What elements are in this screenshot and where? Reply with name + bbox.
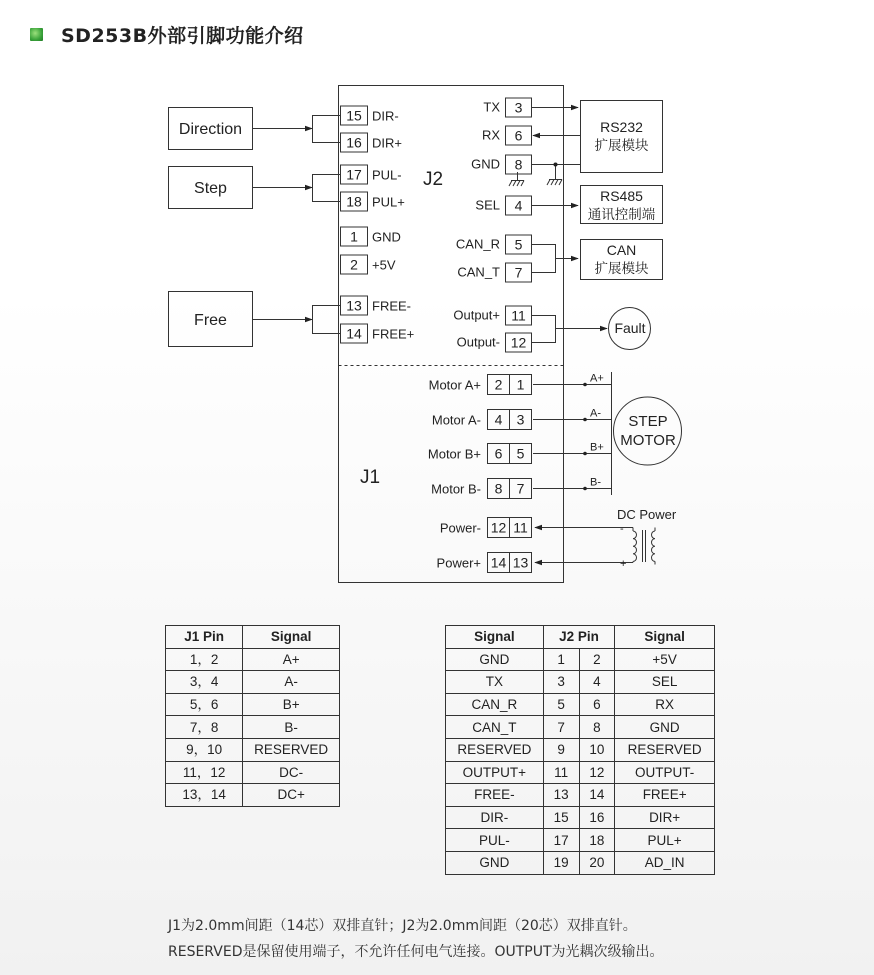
table-cell: DIR+ <box>615 806 715 829</box>
table-cell: 13 <box>543 784 579 807</box>
pin-label: Motor A- <box>431 412 481 428</box>
pin-label: FREE- <box>372 298 411 314</box>
dir-bracket <box>313 116 341 143</box>
table-header: J1 Pin <box>166 626 243 649</box>
table-row <box>446 806 715 829</box>
table-header: Signal <box>615 626 715 649</box>
table-cell: A- <box>243 671 340 694</box>
table-cell: CAN_T <box>446 716 544 739</box>
dc-plus-label: + <box>620 558 627 570</box>
table-cell: B+ <box>243 693 340 716</box>
table-cell: 15 <box>543 806 579 829</box>
pin-number: 3 <box>514 99 523 116</box>
pin-number: 3 <box>516 411 525 428</box>
output-bracket <box>531 316 556 343</box>
table-cell: RESERVED <box>615 738 715 761</box>
pin-label: Motor A+ <box>428 377 481 393</box>
motor-circle <box>614 397 682 465</box>
table-row <box>166 761 340 784</box>
table-cell: 20 <box>579 851 615 874</box>
pin-label: GND <box>471 156 500 172</box>
junction-dot <box>583 418 587 422</box>
pin-number: 7 <box>516 480 525 497</box>
fault-label: Fault <box>614 320 646 336</box>
pin-label: DIR- <box>372 108 399 124</box>
table-cell: SEL <box>615 671 715 694</box>
table-cell: 16 <box>579 806 615 829</box>
table-cell: 13，14 <box>166 784 243 807</box>
table-row <box>446 671 715 694</box>
table-cell: 7，8 <box>166 716 243 739</box>
motor-wire-label: B+ <box>590 441 604 454</box>
j2-connector-label: J2 <box>423 169 444 190</box>
pin-number: 1 <box>516 376 525 393</box>
pin-number: 5 <box>514 236 523 253</box>
table-cell: 9，10 <box>166 738 243 761</box>
table-cell: 2 <box>579 648 615 671</box>
pin-number: 8 <box>494 480 503 497</box>
pin-label: TX <box>483 99 500 115</box>
table-row <box>446 716 715 739</box>
table-cell: 5 <box>543 693 579 716</box>
pin-number: 12 <box>510 334 527 351</box>
table-row <box>446 648 715 671</box>
motor-wire-label: A+ <box>590 372 604 385</box>
table-cell: 11 <box>543 761 579 784</box>
table-row <box>446 784 715 807</box>
junction-dot <box>583 383 587 387</box>
rs485-subtitle: 通讯控制端 <box>587 207 656 222</box>
junction-dot <box>583 487 587 491</box>
junction-dot <box>583 452 587 456</box>
table-cell: 11，12 <box>166 761 243 784</box>
motor-subtitle: MOTOR <box>620 432 676 449</box>
pin-number: 4 <box>494 411 503 428</box>
pin-label: DIR+ <box>372 135 402 151</box>
table-cell: 6 <box>579 693 615 716</box>
table-cell: OUTPUT- <box>615 761 715 784</box>
pin-number: 7 <box>514 264 523 281</box>
pin-number: 13 <box>346 297 362 314</box>
pin-label: Power+ <box>436 555 481 571</box>
pul-bracket <box>313 175 341 202</box>
pin-number: 5 <box>516 445 525 462</box>
table-cell: DIR- <box>446 806 544 829</box>
pin-number: 17 <box>346 166 362 183</box>
table-row <box>166 716 340 739</box>
table-cell: 1 <box>543 648 579 671</box>
rs485-title: RS485 <box>600 188 643 204</box>
table-row <box>166 671 340 694</box>
ground-symbol-icon <box>547 165 562 186</box>
table-cell: CAN_R <box>446 693 544 716</box>
table-cell: RESERVED <box>243 738 340 761</box>
table-header: Signal <box>243 626 340 649</box>
table-cell: AD_IN <box>615 851 715 874</box>
pin-label: GND <box>372 229 401 245</box>
table-cell: DC- <box>243 761 340 784</box>
pin-number: 16 <box>346 134 362 151</box>
table-cell: TX <box>446 671 544 694</box>
table-cell: GND <box>446 851 544 874</box>
page-title: SD253B外部引脚功能介绍 <box>61 24 304 47</box>
motor-title: STEP <box>628 413 668 430</box>
table-cell: GND <box>615 716 715 739</box>
j2-pin-table <box>445 625 715 875</box>
step-label: Step <box>194 180 227 197</box>
motor-wire-label: A- <box>590 407 601 420</box>
table-cell: 7 <box>543 716 579 739</box>
dc-power-label: DC Power <box>617 507 677 522</box>
table-header: J2 Pin <box>543 626 615 649</box>
pin-label: CAN_R <box>455 236 500 252</box>
table-cell: +5V <box>615 648 715 671</box>
pin-number: 4 <box>514 197 523 214</box>
pin-number: 11 <box>511 307 526 324</box>
junction-dot <box>554 163 558 167</box>
table-row <box>446 761 715 784</box>
table-cell: 5，6 <box>166 693 243 716</box>
pin-number: 18 <box>346 193 362 210</box>
table-row <box>446 738 715 761</box>
pin-label: +5V <box>372 257 396 273</box>
rs232-title: RS232 <box>600 119 643 135</box>
transformer-icon <box>633 528 655 565</box>
j1-connector-label: J1 <box>360 467 381 488</box>
pin-number: 6 <box>514 127 523 144</box>
motor-wire-label: B- <box>590 476 601 489</box>
table-row <box>166 693 340 716</box>
table-cell: 18 <box>579 829 615 852</box>
note-line-1: J1为2.0mm间距（14芯）双排直针；J2为2.0mm间距（20芯）双排直针。 <box>168 918 637 934</box>
table-cell: DC+ <box>243 784 340 807</box>
table-cell: 10 <box>579 738 615 761</box>
pin-label: Output+ <box>453 307 500 323</box>
pin-label: CAN_T <box>457 264 500 280</box>
table-row <box>446 851 715 874</box>
pin-number: 6 <box>494 445 503 462</box>
pin-number: 13 <box>512 554 529 571</box>
table-cell: PUL+ <box>615 829 715 852</box>
table-cell: PUL- <box>446 829 544 852</box>
table-cell: 12 <box>579 761 615 784</box>
pin-number: 2 <box>494 376 503 393</box>
table-cell: GND <box>446 648 544 671</box>
table-cell: 9 <box>543 738 579 761</box>
can-bracket <box>531 245 556 273</box>
table-row <box>166 784 340 807</box>
table-row <box>446 693 715 716</box>
table-cell: B- <box>243 716 340 739</box>
pin-label: RX <box>481 127 500 143</box>
pin-label: Output- <box>456 334 500 350</box>
table-cell: 19 <box>543 851 579 874</box>
pin-number: 15 <box>346 107 362 124</box>
can-title: CAN <box>606 242 637 258</box>
can-subtitle: 扩展模块 <box>594 261 649 276</box>
free-bracket <box>313 306 341 334</box>
pin-number: 14 <box>490 554 507 571</box>
j1-pin-table <box>165 625 340 807</box>
pin-number: 12 <box>490 519 507 536</box>
rs232-box <box>581 101 663 173</box>
table-cell: 3 <box>543 671 579 694</box>
table-cell: 4 <box>579 671 615 694</box>
dc-minus-label: - <box>620 523 624 535</box>
table-row <box>166 738 340 761</box>
pin-label: Motor B- <box>431 481 481 497</box>
table-cell: 14 <box>579 784 615 807</box>
table-cell: A+ <box>243 648 340 671</box>
table-cell: OUTPUT+ <box>446 761 544 784</box>
table-cell: 1，2 <box>166 648 243 671</box>
table-cell: 3，4 <box>166 671 243 694</box>
pin-label: PUL+ <box>372 194 405 210</box>
pin-number: 8 <box>514 156 523 173</box>
direction-label: Direction <box>178 121 243 138</box>
pin-number: 2 <box>350 256 358 273</box>
pin-number: 14 <box>346 325 362 342</box>
pin-label: Motor B+ <box>427 446 481 462</box>
note-line-2: RESERVED是保留使用端子，不允许任何电气连接。OUTPUT为光耦次级输出。 <box>168 944 664 960</box>
table-cell: RESERVED <box>446 738 544 761</box>
pin-label: SEL <box>475 197 500 213</box>
rs232-subtitle: 扩展模块 <box>594 138 649 153</box>
table-header: Signal <box>446 626 544 649</box>
table-cell: RX <box>615 693 715 716</box>
table-cell: FREE+ <box>615 784 715 807</box>
table-row <box>446 829 715 852</box>
pin-number: 11 <box>513 519 528 536</box>
pin-number: 1 <box>350 228 358 245</box>
table-cell: FREE- <box>446 784 544 807</box>
table-row <box>166 648 340 671</box>
pin-label: FREE+ <box>372 326 415 342</box>
table-cell: 17 <box>543 829 579 852</box>
table-cell: 8 <box>579 716 615 739</box>
pin-label: Power- <box>439 520 481 536</box>
free-label: Free <box>194 312 227 329</box>
pin-label: PUL- <box>372 167 402 183</box>
